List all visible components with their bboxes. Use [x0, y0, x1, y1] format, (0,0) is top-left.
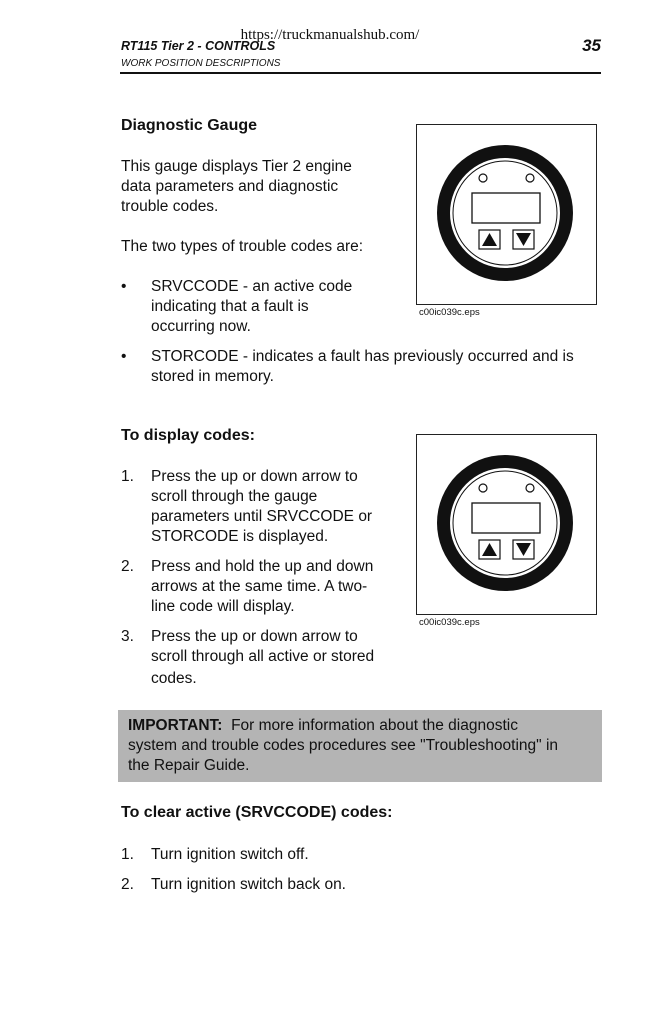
step-line: parameters until SRVCCODE or — [151, 508, 373, 525]
intro-line: trouble codes. — [121, 198, 219, 215]
bullet-marker: • — [121, 348, 127, 365]
step-item-1 — [121, 845, 421, 865]
diagnostic-gauge-figure — [416, 434, 597, 615]
figure-caption: c00ic039c.eps — [419, 307, 480, 318]
step-line: arrows at the same time. A two- — [151, 578, 368, 595]
diagnostic-gauge-figure — [416, 124, 597, 305]
step-item-2 — [121, 557, 411, 617]
step-number: 2. — [121, 558, 134, 575]
watermark-url: https://truckmanualshub.com/ — [240, 27, 420, 43]
step-line: scroll through the gauge — [151, 488, 318, 505]
list-line: STORCODE - indicates a fault has previously occurred and is — [151, 348, 574, 365]
step-line: Press the up or down arrow to — [151, 628, 358, 645]
step-line: scroll through all active or stored — [151, 648, 375, 665]
important-text: the Repair Guide. — [128, 757, 250, 774]
important-text: For more information about the diagnostic — [231, 717, 518, 734]
step-line: line code will display. — [151, 598, 295, 615]
step-number: 1. — [121, 846, 134, 863]
step-line: codes. — [151, 670, 197, 687]
diagnostic-gauge-icon — [417, 435, 596, 614]
important-note — [118, 710, 602, 782]
section-heading-diagnostic-gauge: Diagnostic Gauge — [121, 117, 258, 134]
bullet-marker: • — [121, 278, 127, 295]
step-line: Press the up or down arrow to — [151, 468, 358, 485]
diagnostic-gauge-icon — [417, 125, 596, 304]
step-line: Press and hold the up and down — [151, 558, 374, 575]
step-item-2 — [121, 875, 421, 895]
intro-line: This gauge displays Tier 2 engine — [121, 158, 352, 175]
page-number: 35 — [582, 36, 601, 55]
step-item-1 — [121, 467, 411, 547]
intro-paragraph — [121, 157, 352, 217]
list-item-storcode — [121, 347, 601, 387]
code-types-paragraph: The two types of trouble codes are: — [121, 238, 364, 255]
list-line: indicating that a fault is — [151, 298, 309, 315]
step-item-3 — [121, 627, 411, 689]
figure-caption: c00ic039c.eps — [419, 617, 480, 628]
section-heading-display-codes: To display codes: — [121, 427, 255, 444]
list-line: stored in memory. — [151, 368, 274, 385]
step-line: Turn ignition switch off. — [151, 846, 309, 863]
header-subtitle: WORK POSITION DESCRIPTIONS — [121, 58, 281, 69]
step-number: 2. — [121, 876, 134, 893]
step-number: 1. — [121, 468, 134, 485]
list-line: SRVCCODE - an active code — [151, 278, 353, 295]
important-text: system and trouble codes procedures see "Troubleshooting" in — [128, 737, 559, 754]
intro-line: data parameters and diagnostic — [121, 178, 339, 195]
important-label: IMPORTANT: — [128, 717, 223, 734]
list-line: occurring now. — [151, 318, 251, 335]
section-heading-clear-codes: To clear active (SRVCCODE) codes: — [121, 804, 393, 821]
header-rule — [120, 72, 601, 74]
step-line: Turn ignition switch back on. — [151, 876, 346, 893]
header-title: RT115 Tier 2 - CONTROLS — [121, 39, 276, 53]
step-line: STORCODE is displayed. — [151, 528, 329, 545]
step-number: 3. — [121, 628, 134, 645]
